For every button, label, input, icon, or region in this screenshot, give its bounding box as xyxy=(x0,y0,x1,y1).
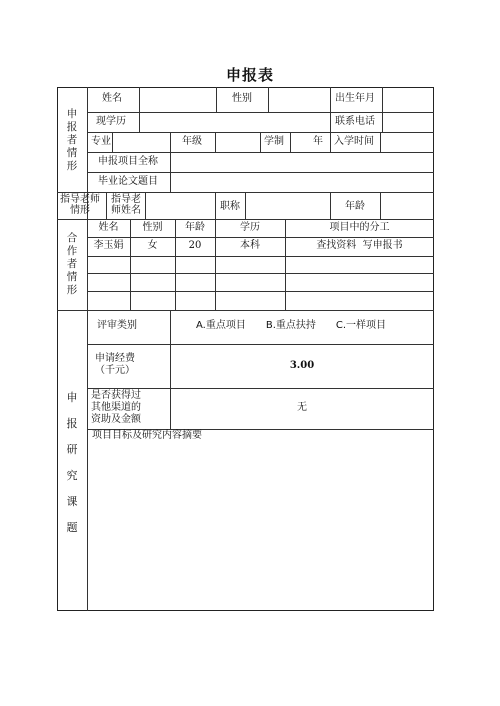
row-divider xyxy=(57,310,434,311)
col-divider xyxy=(245,192,246,219)
col-divider xyxy=(87,87,88,611)
coop-cell-gender: 女 xyxy=(147,240,158,251)
col-divider xyxy=(260,132,261,152)
row-divider xyxy=(87,152,434,153)
advisor-age-label: 年龄 xyxy=(345,201,365,212)
col-divider xyxy=(139,87,140,132)
col-divider xyxy=(382,87,383,132)
other-funding-value: 无 xyxy=(297,402,307,413)
coop-header-education: 学历 xyxy=(240,222,260,233)
phone-label: 联系电话 xyxy=(335,116,375,127)
other-funding-line2: 其他渠道的 xyxy=(91,402,141,413)
coop-header-role: 项目中的分工 xyxy=(329,222,390,233)
col-divider xyxy=(215,132,216,152)
other-funding-line3: 资助及金额 xyxy=(91,414,141,425)
major-label: 专业 xyxy=(91,136,111,147)
gender-label: 性别 xyxy=(232,93,252,104)
col-divider xyxy=(330,192,331,219)
row-divider xyxy=(87,237,434,238)
col-divider xyxy=(215,192,216,219)
advisor-title-label: 职称 xyxy=(220,201,240,212)
row-divider xyxy=(87,273,434,274)
name-label: 姓名 xyxy=(102,93,122,104)
coop-header-gender: 性别 xyxy=(142,222,163,233)
coop-cell-age: 20 xyxy=(188,240,202,251)
advisor-situation-label: 指导老师情形 xyxy=(60,194,100,216)
col-divider xyxy=(216,87,217,112)
summary-label: 项目目标及研究内容摘要 xyxy=(92,430,202,441)
col-divider xyxy=(380,132,381,152)
review-options: A.重点项目 B.重点扶持 C.一样项目 xyxy=(196,320,387,331)
coop-header-name: 姓名 xyxy=(98,222,119,233)
grade-label: 年级 xyxy=(182,136,202,147)
birth-label: 出生年月 xyxy=(335,93,375,104)
section-label-applicant: 申报者情形 xyxy=(66,108,78,172)
coop-cell-role: 查找资料 写申报书 xyxy=(316,240,403,251)
other-funding-label xyxy=(91,390,141,426)
page-title: 申报表 xyxy=(225,66,274,84)
row-divider xyxy=(87,256,434,257)
education-label: 现学历 xyxy=(96,116,126,127)
review-category-label: 评审类别 xyxy=(97,320,137,331)
funding-label-line1: 申请经费 xyxy=(95,353,135,364)
col-divider xyxy=(170,132,171,152)
row-divider xyxy=(87,172,434,173)
col-divider xyxy=(170,152,171,192)
col-divider xyxy=(380,192,381,219)
project-fullname-label: 申报项目全称 xyxy=(98,156,158,167)
row-divider xyxy=(57,219,434,220)
other-funding-line1: 是否获得过 xyxy=(91,390,141,401)
funding-value: 3.00 xyxy=(289,360,315,371)
advisor-name-label: 指导老师姓名 xyxy=(111,194,141,216)
funding-label-line2: （千元） xyxy=(95,365,135,376)
col-divider xyxy=(330,87,331,132)
section-label-cooperator: 合作者情形 xyxy=(66,232,78,296)
section-label-research: 申报研究课题 xyxy=(66,391,78,534)
coop-cell-education: 本科 xyxy=(240,240,260,251)
row-divider xyxy=(87,388,434,389)
row-divider xyxy=(87,291,434,292)
col-divider xyxy=(145,192,146,219)
col-divider xyxy=(290,132,291,152)
coop-cell-name: 李玉娟 xyxy=(93,240,124,251)
col-divider xyxy=(330,132,331,152)
funding-label xyxy=(88,353,142,377)
schooling-label: 学制 xyxy=(264,136,284,147)
col-divider xyxy=(268,87,269,112)
enroll-label: 入学时间 xyxy=(334,136,374,147)
year-unit: 年 xyxy=(313,136,323,147)
coop-header-age: 年龄 xyxy=(185,222,205,233)
col-divider xyxy=(112,132,113,152)
thesis-label: 毕业论文题目 xyxy=(98,176,158,187)
row-divider xyxy=(87,344,434,345)
